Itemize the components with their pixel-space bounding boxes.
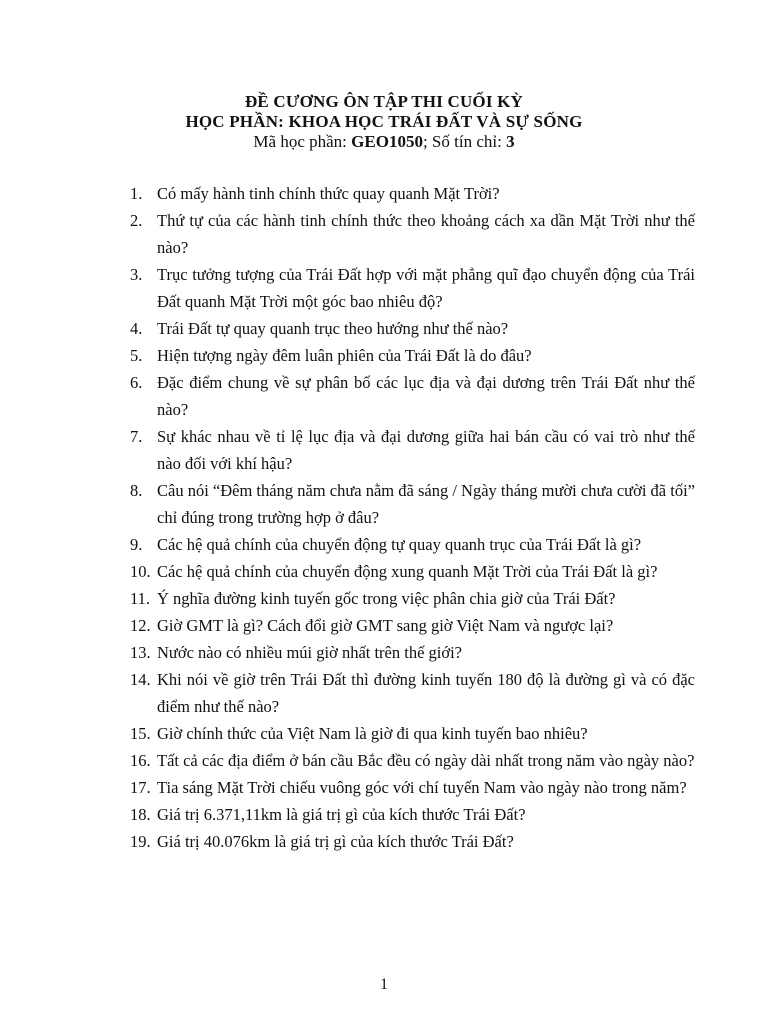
question-item <box>130 261 695 315</box>
question-number: 2. <box>130 211 143 230</box>
question-number: 18. <box>130 805 151 824</box>
question-list <box>130 180 695 855</box>
question-item <box>130 585 695 612</box>
course-code: GEO1050 <box>351 132 423 151</box>
document-header <box>0 92 768 152</box>
question-text: Giờ chính thức của Việt Nam là giờ đi qua kinh tuyến bao nhiêu? <box>157 724 588 743</box>
question-item <box>130 612 695 639</box>
question-item <box>130 747 695 774</box>
question-item <box>130 207 695 261</box>
question-number: 11. <box>130 589 151 608</box>
course-code-label: Mã học phần: <box>253 132 352 151</box>
question-number: 14. <box>130 670 151 689</box>
question-item <box>130 774 695 801</box>
question-number: 12. <box>130 616 151 635</box>
question-number: 17. <box>130 778 151 797</box>
question-number: 9. <box>130 535 143 554</box>
question-text: Trục tưởng tượng của Trái Đất hợp với mặt phẳng quĩ đạo chuyển động của Trái Đất quanh Mặt Trời một góc bao nhiêu độ? <box>157 265 695 311</box>
question-text: Các hệ quả chính của chuyển động xung quanh Mặt Trời của Trái Đất là gì? <box>157 562 658 581</box>
question-item <box>130 423 695 477</box>
question-number: 8. <box>130 481 143 500</box>
question-item <box>130 180 695 207</box>
question-text: Các hệ quả chính của chuyển động tự quay quanh trục của Trái Đất là gì? <box>157 535 642 554</box>
question-item <box>130 342 695 369</box>
question-number: 10. <box>130 562 151 581</box>
question-text: Thứ tự của các hành tinh chính thức theo khoảng cách xa dần Mặt Trời như thế nào? <box>157 211 695 257</box>
question-text: Nước nào có nhiều múi giờ nhất trên thế giới? <box>157 643 463 662</box>
course-title: HỌC PHẦN: KHOA HỌC TRÁI ĐẤT VÀ SỰ SỐNG <box>185 112 583 131</box>
question-text: Trái Đất tự quay quanh trục theo hướng như thế nào? <box>157 319 509 338</box>
question-item <box>130 369 695 423</box>
question-item <box>130 720 695 747</box>
page-number: 1 <box>380 976 388 993</box>
document-title: ĐỀ CƯƠNG ÔN TẬP THI CUỐI KỲ <box>244 92 524 111</box>
question-number: 1. <box>130 184 143 203</box>
question-text: Tia sáng Mặt Trời chiếu vuông góc với chí tuyến Nam vào ngày nào trong năm? <box>157 778 687 797</box>
question-text: Khi nói về giờ trên Trái Đất thì đường kinh tuyến 180 độ là đường gì và có đặc điểm như thế nào? <box>157 670 695 716</box>
question-item <box>130 315 695 342</box>
question-item <box>130 639 695 666</box>
course-info <box>0 132 768 152</box>
question-text: Giờ GMT là gì? Cách đổi giờ GMT sang giờ Việt Nam và ngược lại? <box>157 616 614 635</box>
question-item <box>130 477 695 531</box>
question-text: Giá trị 40.076km là giá trị gì của kích thước Trái Đất? <box>157 832 514 851</box>
question-text: Tất cả các địa điểm ở bán cầu Bắc đều có ngày dài nhất trong năm vào ngày nào? <box>157 751 695 770</box>
question-item <box>130 828 695 855</box>
question-number: 13. <box>130 643 151 662</box>
question-text: Sự khác nhau về tỉ lệ lục địa và đại dương giữa hai bán cầu có vai trò như thế nào đối với khí hậu? <box>157 427 695 473</box>
question-number: 7. <box>130 427 143 446</box>
question-number: 19. <box>130 832 151 851</box>
question-text: Hiện tượng ngày đêm luân phiên của Trái Đất là do đâu? <box>157 346 532 365</box>
question-number: 15. <box>130 724 151 743</box>
question-text: Câu nói “Đêm tháng năm chưa nằm đã sáng / Ngày tháng mười chưa cười đã tối” chỉ đúng trong trường hợp ở đâu? <box>157 481 695 527</box>
question-number: 16. <box>130 751 151 770</box>
question-number: 3. <box>130 265 143 284</box>
question-number: 6. <box>130 373 143 392</box>
credits-value: 3 <box>506 132 515 151</box>
question-text: Giá trị 6.371,11km là giá trị gì của kích thước Trái Đất? <box>157 805 526 824</box>
question-item <box>130 801 695 828</box>
question-text: Ý nghĩa đường kinh tuyến gốc trong việc phân chia giờ của Trái Đất? <box>157 589 616 608</box>
question-item <box>130 666 695 720</box>
question-item <box>130 531 695 558</box>
question-text: Đặc điểm chung về sự phân bố các lục địa và đại dương trên Trái Đất như thế nào? <box>157 373 695 419</box>
question-text: Có mấy hành tinh chính thức quay quanh Mặt Trời? <box>157 184 500 203</box>
question-number: 4. <box>130 319 143 338</box>
question-number: 5. <box>130 346 143 365</box>
credits-label: ; Số tín chỉ: <box>422 132 507 151</box>
question-item <box>130 558 695 585</box>
